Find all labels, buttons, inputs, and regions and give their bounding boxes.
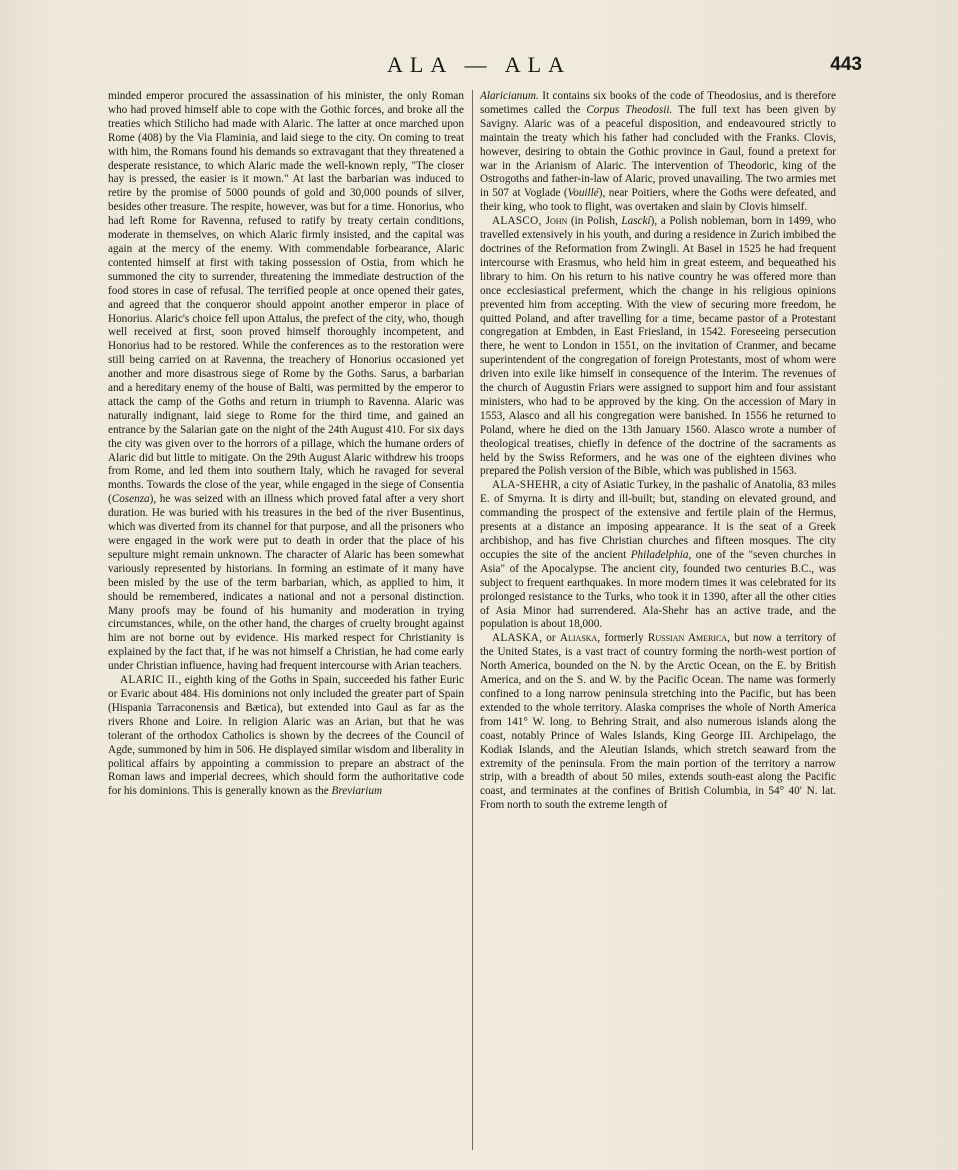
paragraph-text: , eighth king of the Goths in Spain, succeeded his father Euric or Evaric about 484. His dominions not only included the greater part of Spain (Hispania Tarraconensis and Bætica), but extended into Gaul as far as the rivers Rhone and Loire. In religion Alaric was an Arian, but that he was tolerant of the orthodox Catholics is shown by the decrees of the Council of Agde, summoned by him in 506. He displayed similar wisdom and liberality in political affairs by appointing a commission to prepare an abstract of the Roman laws and imperial decrees, which should form the authoritative code for his dominions. This is generally known as the (108, 674, 465, 798)
paragraph-text: , or (539, 632, 560, 645)
entry-headword: ALASKA (492, 632, 540, 645)
italic-text: Alaricianum. (480, 90, 539, 102)
paragraph-text: ), he was seized with an illness which proved fatal after a very short duration. He was buried with his treasures in the bed of the river Busentinus, which was diverted from its channel for that purpose, and all the prisoners who were engaged in the work were put to death in order that the place of his sepulture might remain unknown. The character of Alaric has been somewhat variously represented by historians. In forming an estimate of it many have been misled by the use of the term barbarian, which, as applied to him, it should be remembered, indicates a national and not a personal distinction. Many proofs may be found of his humanity and moderation in trying circumstances, while, on the other hand, the charges of cruelty brought against him are not borne out by evidence. His marked respect for Christianity is explained by the fact that, if he was not himself a Christian, he had come early under Christian influence, having had frequent intercourse with Arian teachers. (108, 493, 464, 673)
alaric-ii-continuation (480, 90, 836, 215)
running-head-title: ALA — ALA (387, 52, 571, 77)
column-divider (472, 90, 473, 1150)
left-column (108, 90, 464, 799)
small-caps-text: John (545, 215, 568, 228)
paragraph-text: It contains six books of the code of Theodosius, and is therefore sometimes called the (480, 90, 836, 116)
italic-text: Corpus Theodosii. (586, 103, 673, 116)
paragraph-text: , one of the "seven churches in Asia" of the Apocalypse. The ancient city, founded two centuries B.C., was subject to frequent earthquakes. In more modern times it was celebrated for its prolonged resistance to the Turks, who took it in 1390, after all the other cities of Asia Minor had surrendered. Ala-Shehr has an active trade, and the population is about 18,000. (480, 548, 836, 631)
paragraph-text: , formerly (597, 632, 648, 645)
page-number: 443 (830, 54, 862, 75)
italic-text: Breviarium (331, 785, 383, 798)
small-caps-text: Aliaska (559, 632, 598, 645)
entry-alasco (480, 215, 836, 479)
italic-text: Lasckí (621, 215, 651, 228)
entry-headword: ALASCO, (492, 215, 546, 228)
entry-headword: ALARIC II. (120, 674, 179, 687)
italic-text: Vouillé (567, 187, 599, 200)
paragraph-text: ), a Polish nobleman, born in 1499, who travelled extensively in his youth, and during a residence in Zurich imbibed the doctrines of the Reformation from Zwingli. At Basel in 1525 he had frequent intercourse with Erasmus, who held him in great esteem, and bequeathed his library to him. On his return to his native country he was offered more than once ecclesiastical preferment, which the change in his religious opinions prevented him from accepting. With the view of securing more freedom, he quitted Poland, and after travelling for a time, became pastor of a Protestant congregation at Embden, in East Friesland, in 1542. Foreseeing persecution there, he went to London in 1551, on the invitation of Cranmer, and became superintendent of the congregation of foreign Protestants, most of whom were driven into exile like himself in consequence of the Interim. The revenues of the church of Augustin Friars were assigned to support him and four assistant ministers, who had to be approved by the king. On the accession of Mary in 1553, Alasco and all his congregation were banished. In 1556 he returned to Poland, where he died on the 13th January 1560. Alasco wrote a number of theological treatises, chiefly in defence of the doctrine of the sacraments as held by the Swiss Reformers, and he was one of the eighteen divines who prepared the Polish version of the Bible, which was published in 1563. (480, 215, 837, 478)
paragraph-text: , but now a territory of the United States, is a vast tract of country forming the north-west portion of North America, bounded on the N. by the Arctic Ocean, on the E. by British America, and on the S. and W. by the Pacific Ocean. The name was formerly confined to a long narrow peninsula stretching into the Pacific, but has been extended to the whole territory. Alaska comprises the whole of North America from 141° W. long. to Behring Strait, and also numerous islands along the coast, notably Prince of Wales Islands, King George III. Archipelago, the Kodiak Islands, and the Aleutian Islands, which stretch seaward from the extremity of the peninsula. From the main portion of the territory a narrow strip, with a breadth of about 50 miles, extends south-east along the Pacific coast, and terminates at the confines of British Columbia, in 54° 40′ N. lat. From north to south the extreme length of (480, 632, 836, 812)
paragraph-text: The full text has been given by Savigny. Alaric was of a peaceful disposition, and endeavoured strictly to maintain the treaty which his father had concluded with the Franks. Clovis, however, desiring to obtain the Gothic province in Gaul, found a pretext for war in the Arianism of Alaric. The intervention of Theodoric, king of the Ostrogoths and father-in-law of Alaric, proved unavailing. The two armies met in 507 at Voglade ( (480, 103, 836, 200)
entry-headword: ALA-SHEHR (492, 479, 559, 492)
paragraph-text: minded emperor procured the assassination of his minister, the only Roman who had proved himself able to cope with the Gothic forces, and broke all the treaties which Stilicho had made with Alaric. The latter at once marched upon Rome (408) by the Via Flaminia, and laid siege to the city. On coming to treat with him, the Romans found his demands so extravagant that they threatened a desperate resistance, to which Alaric made the well-known reply, "The closer hay is pressed, the easier is it mown." At last the barbarian was induced to retire by the promise of 5000 pounds of gold and 30,000 pounds of silver, besides other treasure. The respite, however, was but for a time. Honorius, who had left Rome for Ravenna, refused to ratify by treaty certain conditions, moderate in themselves, on which Alaric firmly insisted, and the capital was again at the mercy of the enemy. With commendable forbearance, Alaric contented himself at first with taking possession of Ostia, from which he summoned the city to surrender, threatening the immediate destruction of the food stores in case of refusal. The terrified people at once opened their gates, and agreed that the conqueror should appoint another emperor in place of Honorius. Alaric's choice fell upon Attalus, the prefect of the city, who, though well received at first, soon proved himself thoroughly incompetent, and Honorius had to be restored. While the conferences as to the restoration were still being carried on at Ravenna, the treachery of Honorius occasioned yet another and more disastrous siege of Rome by the Goths. Sarus, a barbarian and a hereditary enemy of the house of Balti, was permitted by the emperor to attack the camp of the Goths and return in triumph to Ravenna. Alaric was naturally indignant, laid siege to Rome for the third time, and gained an entrance by the Salarian gate on the night of the 24th August 410. For six days the city was given over to the horrors of a pillage, which the humane orders of Alaric did but little to mitigate. On the 29th August Alaric withdrew his troops from Rome, and led them into southern Italy, which he ravaged for several months. Towards the close of the year, while engaged in the siege of Consentia ( (108, 90, 464, 506)
entry-ala-shehr (480, 479, 836, 632)
paragraph-text: (in Polish, (567, 215, 622, 228)
entry-alaric-ii (108, 674, 464, 799)
small-caps-text: Russian America (647, 632, 728, 645)
alaric-i-continuation (108, 90, 464, 674)
entry-alaska (480, 632, 836, 813)
italic-text: Philadelphia (630, 548, 689, 561)
right-column (480, 90, 836, 813)
paragraph-text: , a city of Asiatic Turkey, in the pashalic of Anatolia, 83 miles E. of Smyrna. It is dirty and ill-built; but, standing on elevated ground, and commanding the prospect of the extensive and fertile plain of the Hermus, presents at a distance an imposing appearance. It is the seat of a Greek archbishop, and has five Christian churches and fifteen mosques. The city occupies the site of the ancient (480, 479, 836, 561)
italic-text: Cosenza (111, 493, 150, 506)
paragraph-text: ), near Poitiers, where the Goths were defeated, and their king, who took to flight, was overtaken and slain by Clovis himself. (480, 187, 836, 214)
running-head (0, 52, 958, 82)
